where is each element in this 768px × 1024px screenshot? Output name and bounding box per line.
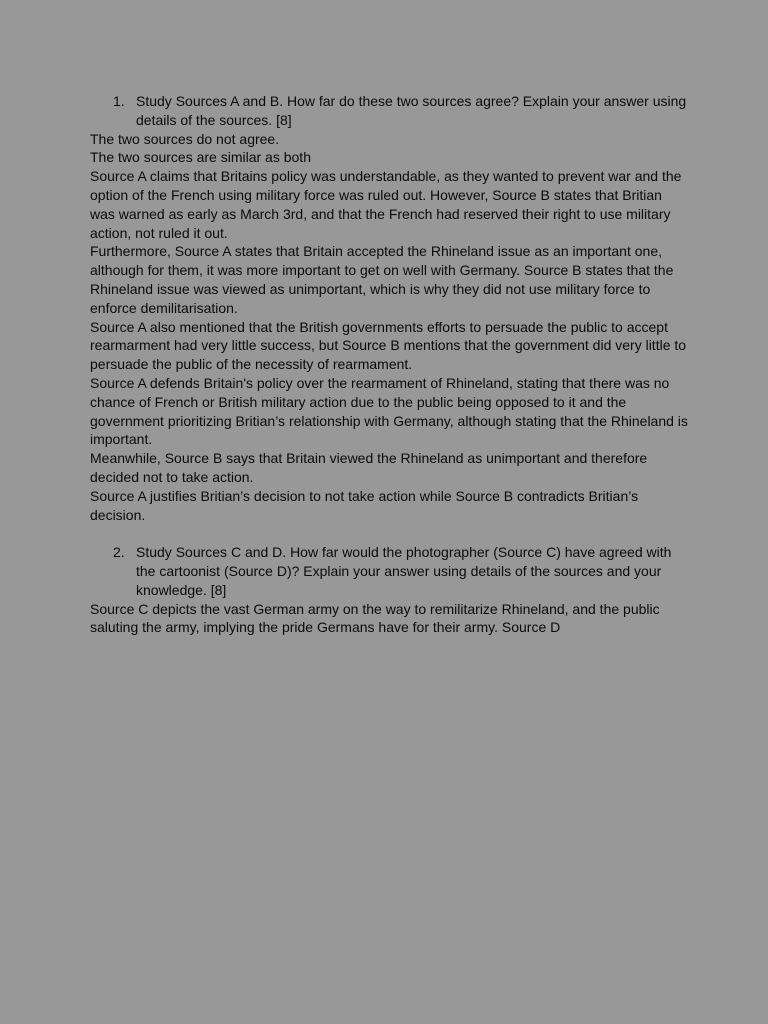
answer-paragraph: The two sources are similar as both xyxy=(90,149,311,166)
blank-line xyxy=(90,524,690,543)
answer-paragraph: Source A defends Britain's policy over the rearmament of Rhineland, stating that there was no chance of French or British military action due to the public being opposed to it and the government prioritizing Britian’s relationship with Germany, although stating that the Rhineland is important. xyxy=(90,374,688,448)
question-1 xyxy=(90,92,690,130)
answer-paragraph: Source C depicts the vast German army on the way to remilitarize Rhineland, and the public saluting the army, implying the pride Germans have for their army. Source D xyxy=(90,600,660,636)
answer-paragraph: Furthermore, Source A states that Britain accepted the Rhineland issue as an important one, although for them, it was more important to get on well with Germany. Source B states that the Rhineland issue was viewed as unimportant, which is why they did not use military force to enforce demilitarisation. xyxy=(90,243,674,316)
answer-paragraph: Meanwhile, Source B says that Britain viewed the Rhineland as unimportant and therefore decided not to take action. xyxy=(90,450,648,485)
answer-paragraph: Source A claims that Britains policy was understandable, as they wanted to prevent war and the option of the French using military force was ruled out. However, Source B states that Britian was warned as early as March 3rd, and that the French had reserved their right to use military action, not ruled it out. xyxy=(90,168,682,241)
answer-paragraph: Source A justifies Britian’s decision to not take action while Source B contradicts Britian’s decision. xyxy=(90,487,639,523)
answer-paragraph: The two sources do not agree. xyxy=(90,130,280,147)
document-body xyxy=(90,92,690,637)
question-text: Study Sources C and D. How far would the photographer (Source C) have agreed with the cartoonist (Source D)? Explain your answer using details of the sources and your knowledge. [8] xyxy=(136,544,672,598)
answer-paragraph: Source A also mentioned that the British governments efforts to persuade the public to accept rearmarment had very little success, but Source B mentions that the government did very little to persuade the public of the necessity of rearmament. xyxy=(90,318,687,373)
question-2 xyxy=(90,543,690,599)
question-number: 1. xyxy=(113,93,125,109)
question-text: Study Sources A and B. How far do these two sources agree? Explain your answer using details of the sources. [8] xyxy=(136,93,687,128)
question-number: 2. xyxy=(113,544,125,561)
